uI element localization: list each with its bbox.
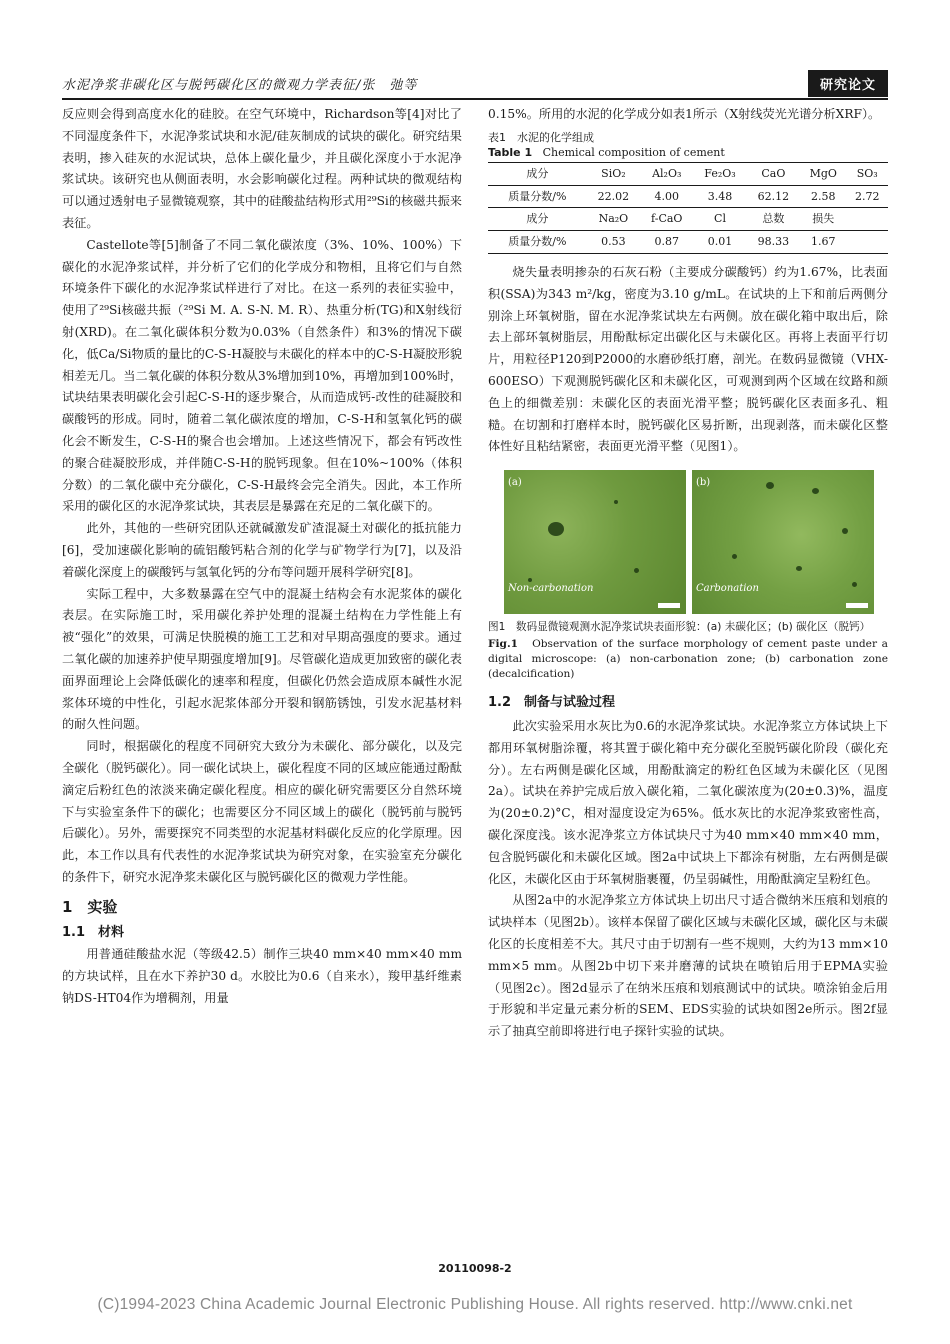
table-label: Table 1	[488, 145, 533, 159]
table-cell	[846, 208, 888, 231]
table-cell: f-CaO	[640, 208, 693, 231]
figure-caption-en	[488, 637, 888, 682]
table-cell: SiO₂	[587, 162, 640, 185]
paragraph: 反应则会得到高度水化的硅胶。在空气环境中，Richardson等[4]对比了不同湿度条件下，水泥净浆试块和水泥/硅灰制成的试块的碳化。研究结果表明，掺入硅灰的水泥试块，总体上碳化量少，并且碳化深度小于水泥净浆试块。该研究也从侧面表明，水会影响碳化过程。两种试块的微观结构可以通过透射电子显微镜观察，其中的硅酸盐结构形式用²⁹Si的核磁共振来表征。	[62, 107, 462, 230]
table-cell: 22.02	[587, 185, 640, 208]
table-cell: 2.58	[800, 185, 846, 208]
micrograph-non-carbonation	[504, 470, 686, 614]
page-header	[62, 70, 888, 96]
section-tag: 研究论文	[808, 70, 888, 97]
zone-label-b: Carbonation	[696, 583, 759, 595]
surface-pore	[548, 522, 564, 536]
surface-pore	[614, 500, 618, 504]
subsection-heading: 1.1 材料	[62, 925, 125, 941]
figure-1	[504, 470, 874, 614]
table-cell: Al₂O₃	[640, 162, 693, 185]
paragraph: 用普通硅酸盐水泥（等级42.5）制作三块40 mm×40 mm×40 mm的方块试样，且在水下养护30 d。水胶比为0.6（自来水），羧甲基纤维素钠DS-HT04作为增稠剂，用量	[62, 947, 462, 1005]
table-cell: 0.01	[693, 231, 746, 254]
table-cell	[846, 231, 888, 254]
table-cell: 质量分数/%	[488, 185, 587, 208]
subsection-heading: 1.2 制备与试验过程	[488, 695, 616, 711]
table-cell: 总数	[747, 208, 800, 231]
table-caption	[488, 130, 888, 160]
table-cell: 3.48	[693, 185, 746, 208]
table-cell: 成分	[488, 208, 587, 231]
table-cell: 损失	[800, 208, 846, 231]
table-cell: 成分	[488, 162, 587, 185]
composition-table	[488, 162, 888, 254]
paragraph: 从图2a中的水泥净浆立方体试块上切出尺寸适合微纳米压痕和划痕的试块样本（见图2b）。该样本保留了碳化区域与未碳化区域，碳化区与未碳化区的长度相差不大。其尺寸由于切割有一些不规则，大约为13 mm×10 mm×5 mm。从图2b中切下来并磨薄的试块在喷铂后用于EPMA实验（见图2c）。图2d显示了在纳米压痕和划痕测试中的试块。喷涂铂金后用于形貌和半定量元素分析的SEM、EDS实验的试块如图2e所示。图2f显示了抽真空前即将进行电子探针实验的试块。	[488, 893, 888, 1039]
paragraph: 烧失量表明掺杂的石灰石粉（主要成分碳酸钙）约为1.67%，比表面积(SSA)为343 m²/kg，密度为3.10 g/mL。在试块的上下和前后两侧分别涂上环氧树脂，留在水泥净浆试块左右两侧。放在碳化箱中取出后，除去上部环氧树脂层，用酚酞标定出碳化区与未碳化区。再将上表面平行切片，用粒径P120到P2000的水磨砂纸打磨，剖光。在数码显微镜（VHX-600ESO）下观测脱钙碳化区和未碳化区，可观测到两个区域在纹路和颜色上的细微差别：未碳化区的表面光滑平整；脱钙碳化区表面多孔、粗糙。在切割和打磨样本时，脱钙碳化区易折断，出现剥落，而未碳化区整体性好且粘结紧密，表面更光滑平整（见图1）。	[488, 264, 888, 454]
table-cell: Fe₂O₃	[693, 162, 746, 185]
surface-pore	[766, 482, 774, 489]
surface-pore	[732, 554, 737, 559]
paragraph: 同时，根据碳化的程度不同研究大致分为未碳化、部分碳化，以及完全碳化（脱钙碳化）。同一碳化试块上，碳化程度不同的区域应能通过酚酞滴定后粉红色的浓淡来确定碳化程度。相应的碳化研究需要区分自然环境下与实验室条件下的碳化；也需要区分不同区域上的碳化（脱钙前与脱钙后碳化）。另外，需要探究不同类型的水泥基材料碳化反应的化学原理。因此，本工作以具有代表性的水泥净浆试块为研究对象，在实验室充分碳化的条件下，研究水泥净浆未碳化区与脱钙碳化区的微观力学性能。	[62, 739, 462, 884]
figure-caption	[488, 620, 888, 682]
table-caption-cn: 表1 水泥的化学组成	[488, 130, 594, 144]
figure-label: Fig.1	[488, 638, 519, 651]
table-cell: 62.12	[747, 185, 800, 208]
table-caption-en	[488, 145, 888, 160]
scale-bar	[846, 603, 868, 608]
section-heading: 1 实验	[62, 897, 118, 916]
copyright-footer: (C)1994-2023 China Academic Journal Electronic Publishing House. All rights reserved. http://www.cnki.net	[97, 1296, 853, 1313]
panel-label-a: (a)	[508, 477, 522, 489]
header-rule	[62, 98, 888, 100]
table-cell: 4.00	[640, 185, 693, 208]
table-cell: SO₃	[846, 162, 888, 185]
table-cell: Cl	[693, 208, 746, 231]
surface-pore	[796, 566, 802, 571]
table-caption-text: Chemical composition of cement	[542, 145, 725, 159]
table-cell: 98.33	[747, 231, 800, 254]
page-number: 20110098-2	[438, 1262, 512, 1275]
surface-pore	[812, 488, 819, 494]
table-cell: MgO	[800, 162, 846, 185]
surface-pore	[842, 528, 848, 534]
running-title: 水泥净浆非碳化区与脱钙碳化区的微观力学表征/张 弛等	[62, 78, 418, 93]
paragraph: 实际工程中，大多数暴露在空气中的混凝土结构会有水泥浆体的碳化表层。在实际施工时，采用碳化养护处理的混凝土结构在力学性能上有被“强化”的效果，可满足快脱模的施工工艺和对早期高强度的要求。通过二氧化碳的加速养护使早期强度增加[9]。尽管碳化造成更加致密的碳化表面界面理论上会降低碳化的速率和程度，但碳化仍然会造成原本碱性水泥浆体环境的中性化，引起水泥浆体部分开裂和钢筋锈蚀，引发水泥基材料的耐久性问题。	[62, 586, 462, 732]
table-cell: CaO	[747, 162, 800, 185]
micrograph-carbonation	[692, 470, 874, 614]
paragraph: 0.15%。所用的水泥的化学成分如表1所示（X射线荧光光谱分析XRF）。	[488, 107, 881, 121]
paragraph: 此次实验采用水灰比为0.6的水泥净浆试块。水泥净浆立方体试块上下都用环氧树脂涂覆，将其置于碳化箱中充分碳化至脱钙碳化阶段（碳化充分）。左右两侧是碳化区域，用酚酞滴定的粉红色区域为未碳化区（见图2a）。试块在养护完成后放入碳化箱，二氧化碳浓度为(20±0.3)%，温度为(20±0.2)°C，相对湿度设定为65%。低水灰比的水泥净浆致密性高，碳化深度浅。该水泥净浆立方体试块尺寸为40 mm×40 mm×40 mm，包含脱钙碳化和未碳化区域。图2a中试块上下都涂有树脂，左右两侧是碳化区，未碳化区由于环氧树脂裹覆，仍呈弱碱性，用酚酞滴定呈粉红色。	[488, 718, 888, 886]
table-cell: 1.67	[800, 231, 846, 254]
right-column	[488, 104, 888, 1043]
table-cell: 质量分数/%	[488, 231, 587, 254]
table-cell: Na₂O	[587, 208, 640, 231]
figure-caption-text: Observation of the surface morphology of cement paste under a digital microscope: (a) non-carbonation zone; (b) carbonation zone (decalcification)	[488, 638, 888, 681]
panel-label-b: (b)	[696, 477, 711, 489]
table-cell: 0.87	[640, 231, 693, 254]
surface-pore	[634, 568, 639, 573]
surface-pore	[852, 582, 857, 587]
zone-label-a: Non-carbonation	[508, 583, 594, 595]
paragraph: Castellote等[5]制备了不同二氧化碳浓度（3%、10%、100%）下碳化的水泥净浆试样，并分析了它们的化学成分和物相，且将它们与自然环境条件下碳化的水泥净浆试样进行了对比。在这一系列的表征实验中，使用了²⁹Si核磁共振（²⁹Si M. A. S-N. M. R）、热重分析(TG)和X射线衍射(XRD)。在二氧化碳体积分数为0.03%（自然条件）和3%的情况下碳化，低Ca/Si物质的量比的C-S-H凝胶与未碳化的样本中的C-S-H凝胶形貌相差无几。当二氧化碳的体积分数从3%增加到10%，再增加到100%时，试块结果表明碳化会引起C-S-H的逐步聚合，从而造成钙-改性的硅凝胶和碳酸钙的形成。同时，随着二氧化碳浓度的增加，C-S-H和氢氧化钙的碳化会不断发生，C-S-H的聚合也会增加。上述这些情况下，都会有钙改性的聚合硅凝胶形成，并伴随C-S-H的脱钙现象。但在10%~100%（体积分数）的二氧化碳中充分碳化，C-S-H最终会完全消失。因此，本工作所采用的碳化区的水泥净浆试块，其表层是暴露在充足的二氧化碳下的。	[62, 237, 462, 514]
left-column	[62, 104, 462, 1010]
figure-caption-cn: 图1 数码显微镜观测水泥净浆试块表面形貌：(a) 未碳化区；(b) 碳化区（脱钙）	[488, 621, 871, 634]
scale-bar	[658, 603, 680, 608]
table-cell: 2.72	[846, 185, 888, 208]
table-cell: 0.53	[587, 231, 640, 254]
paragraph: 此外，其他的一些研究团队还就碱激发矿渣混凝土对碳化的抵抗能力[6]，受加速碳化影响的硫铝酸钙粘合剂的化学与矿物学行为[7]，以及沿着碳化深度上的碳酸钙与氢氧化钙的分布等问题开展科学研究[8]。	[62, 521, 462, 579]
